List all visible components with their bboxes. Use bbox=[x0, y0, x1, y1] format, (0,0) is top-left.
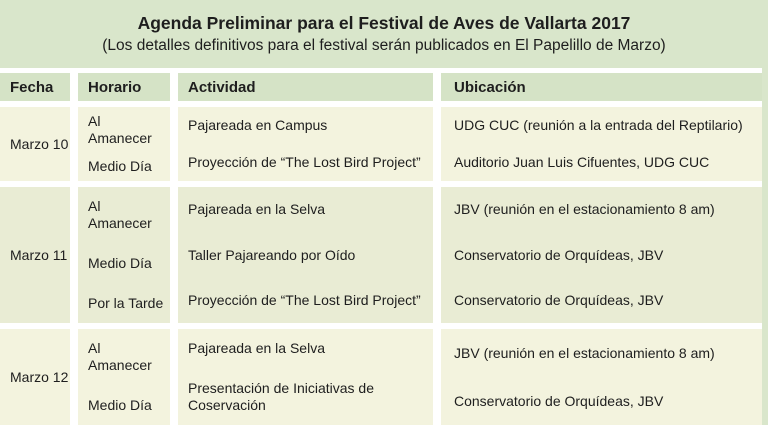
column-header-fecha: Fecha bbox=[0, 73, 70, 101]
actividad-value: Pajareada en la Selva bbox=[188, 340, 325, 357]
page-subtitle: (Los detalles definitivos para el festival serán publicados en El Papelillo de Marzo) bbox=[102, 36, 666, 54]
actividad-value: Taller Pajareando por Oído bbox=[188, 246, 356, 263]
title-block bbox=[0, 0, 768, 68]
fecha-cell: Marzo 12 bbox=[0, 329, 70, 425]
actividad-cell bbox=[178, 187, 433, 323]
column-header-horario: Horario bbox=[78, 73, 170, 101]
actividad-value: Presentación de Iniciativas de Coservación bbox=[188, 379, 374, 413]
column-header-ubicacion: Ubicación bbox=[441, 73, 762, 101]
fecha-cell: Marzo 11 bbox=[0, 187, 70, 323]
ubicacion-cell bbox=[441, 187, 762, 323]
ubicacion-value: JBV (reunión en el estacionamiento 8 am) bbox=[454, 344, 715, 361]
horario-value: Al Amanecer bbox=[88, 198, 152, 232]
horario-value: Por la Tarde bbox=[88, 294, 164, 311]
ubicacion-value: Auditorio Juan Luis Cifuentes, UDG CUC bbox=[454, 154, 710, 171]
ubicacion-value: Conservatorio de Orquídeas, JBV bbox=[454, 246, 664, 263]
actividad-value: Pajareada en la Selva bbox=[188, 201, 325, 218]
horario-value: Medio Día bbox=[88, 396, 152, 413]
actividad-value: Proyección de “The Lost Bird Project” bbox=[188, 291, 421, 308]
fecha-cell: Marzo 10 bbox=[0, 107, 70, 181]
horario-value: Al Amanecer bbox=[88, 340, 152, 374]
actividad-value: Proyección de “The Lost Bird Project” bbox=[188, 154, 421, 171]
column-header-actividad: Actividad bbox=[178, 73, 433, 101]
horario-cell bbox=[78, 187, 170, 323]
agenda-table bbox=[0, 68, 762, 425]
horario-value: Medio Día bbox=[88, 158, 152, 175]
ubicacion-value: JBV (reunión en el estacionamiento 8 am) bbox=[454, 201, 715, 218]
ubicacion-value: UDG CUC (reunión a la entrada del Reptilario) bbox=[454, 117, 743, 134]
ubicacion-cell bbox=[441, 107, 762, 181]
page-title: Agenda Preliminar para el Festival de Aves de Vallarta 2017 bbox=[137, 13, 631, 33]
ubicacion-value: Conservatorio de Orquídeas, JBV bbox=[454, 291, 664, 308]
ubicacion-value: Conservatorio de Orquídeas, JBV bbox=[454, 392, 664, 409]
horario-value: Medio Día bbox=[88, 255, 152, 271]
horario-value: Al Amanecer bbox=[88, 112, 152, 146]
actividad-cell bbox=[178, 107, 433, 181]
agenda-grid bbox=[0, 73, 762, 425]
horario-cell bbox=[78, 107, 170, 181]
actividad-value: Pajareada en Campus bbox=[188, 117, 328, 134]
